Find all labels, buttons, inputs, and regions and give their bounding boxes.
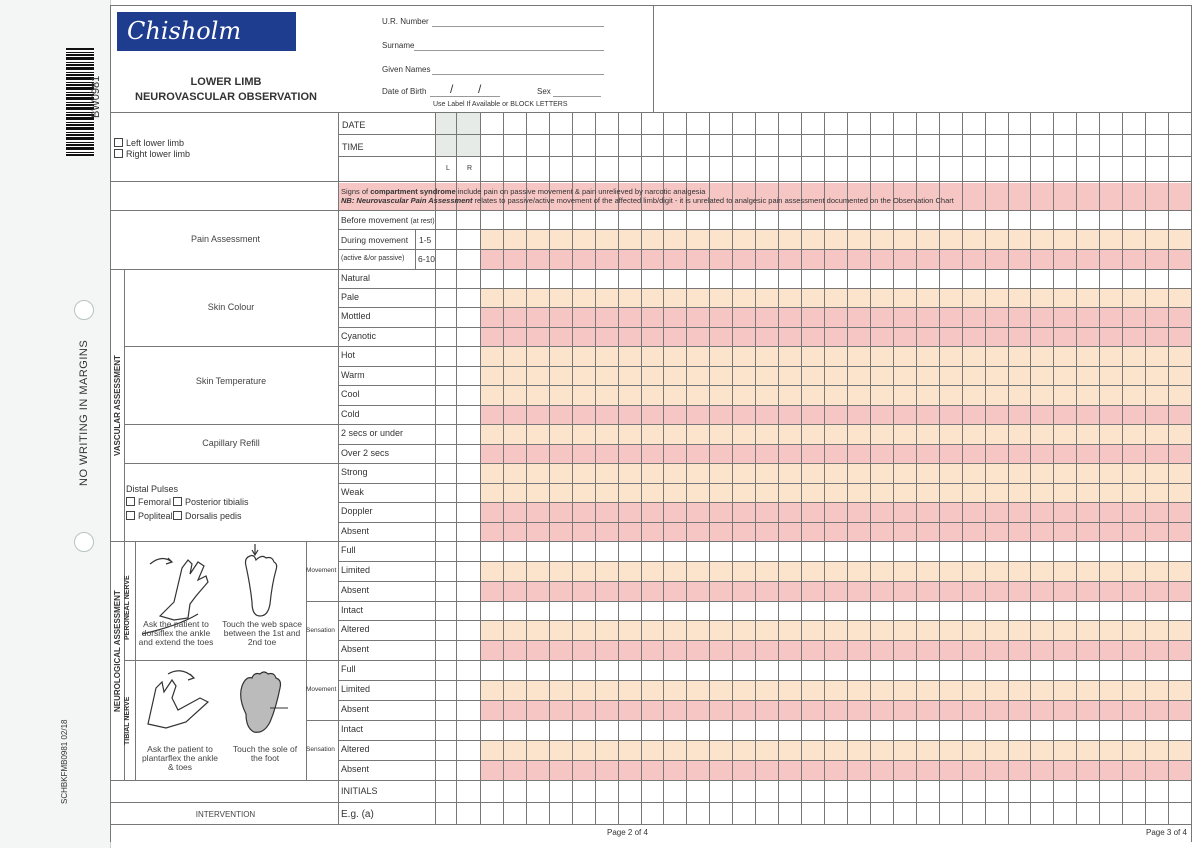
- peroneal-nerve-heading: PERONEAL NERVE: [124, 575, 131, 640]
- option-row-line: [338, 660, 1191, 661]
- left-limb-checkbox[interactable]: [114, 138, 123, 147]
- grid-col: [801, 112, 802, 824]
- left-border: [110, 5, 111, 842]
- intervention-label: INTERVENTION: [195, 810, 256, 819]
- grid-col: [1191, 112, 1192, 824]
- top-border: [110, 5, 1191, 6]
- header-divider: [110, 112, 338, 113]
- pain-range-divider: [415, 229, 416, 269]
- option-row-line: [338, 288, 1191, 289]
- option-row-line: [338, 385, 1191, 386]
- row-band: [480, 740, 1191, 760]
- subsection-divider: [306, 720, 338, 721]
- sex-field[interactable]: [553, 96, 601, 97]
- capillary-refill-heading: Capillary Refill: [202, 438, 260, 448]
- popliteal-checkbox[interactable]: [126, 511, 135, 520]
- grid-col: [1030, 112, 1031, 824]
- page-number-left: Page 2 of 4: [607, 828, 648, 837]
- initials-row-label: INITIALS: [341, 786, 378, 796]
- subsection-divider: [306, 601, 338, 602]
- row-band: [480, 561, 1191, 581]
- peroneal-movement-label: Movement: [306, 567, 337, 574]
- row-band: [480, 229, 1191, 249]
- option-row-line: [338, 601, 1191, 602]
- row-band: [480, 327, 1191, 346]
- row-band: [480, 385, 1191, 405]
- row-band: [480, 483, 1191, 502]
- option-row-line: [338, 229, 1191, 230]
- ur-number-field[interactable]: [432, 26, 604, 27]
- dob-separator-2: /: [478, 82, 482, 96]
- option-label: Over 2 secs: [341, 448, 390, 458]
- option-row-line: [338, 700, 1191, 701]
- sex-label: Sex: [537, 87, 551, 96]
- grid-col: [985, 112, 986, 824]
- row-band: [480, 366, 1191, 385]
- pulse-site-posterior-tibialis[interactable]: Posterior tibialis: [173, 497, 249, 507]
- option-row-line: [338, 760, 1191, 761]
- grid-col: [778, 112, 779, 824]
- option-row-line: [338, 346, 1191, 347]
- grid-col: [480, 112, 481, 824]
- option-row-line: [338, 541, 1191, 542]
- option-label: Mottled: [341, 311, 371, 321]
- tibial-sensation-caption: Touch the sole of the foot: [232, 744, 298, 763]
- option-label: Full: [341, 664, 356, 674]
- option-label: Warm: [341, 370, 365, 380]
- punch-hole: [74, 532, 94, 552]
- option-label: Limited: [341, 684, 371, 694]
- grid-col: [916, 112, 917, 824]
- option-label: Absent: [341, 585, 370, 595]
- option-label: Natural: [341, 273, 371, 283]
- grid-col: [572, 112, 573, 824]
- mode-divider: [306, 541, 307, 780]
- grid-col: [1122, 112, 1123, 824]
- grid-col: [526, 112, 527, 824]
- option-label: Altered: [341, 744, 370, 754]
- pain-active-passive: (active &/or passive): [341, 255, 405, 262]
- row-band: [480, 680, 1191, 700]
- grid-col: [962, 112, 963, 824]
- option-label: Intact: [341, 724, 364, 734]
- intervention-example: E.g. (a): [341, 809, 374, 820]
- chisholm-logo: Chisholm: [117, 12, 296, 51]
- option-row-line: [338, 502, 1191, 503]
- pulse-site-femoral[interactable]: Femoral: [126, 497, 171, 507]
- nerve-indent: [135, 541, 136, 780]
- peroneal-sensation-label: Sensation: [306, 627, 335, 634]
- pain-top: [110, 210, 1191, 211]
- peroneal-sensation-caption: Touch the web space between the 1st and 2nd toe: [222, 619, 302, 647]
- distal-pulses-heading: Distal Pulses: [126, 484, 179, 494]
- warning-top: [110, 181, 1191, 182]
- option-row-line: [338, 463, 1191, 464]
- peroneal-movement-caption: Ask the patient to dorsiflex the ankle and extend the toes: [138, 619, 214, 647]
- option-label: Strong: [341, 467, 368, 477]
- pulse-site-dorsalis-pedis[interactable]: Dorsalis pedis: [173, 511, 242, 521]
- option-label: Hot: [341, 350, 356, 360]
- neurological-assessment-heading: NEUROLOGICAL ASSESSMENT: [113, 590, 122, 712]
- row-band: [480, 444, 1191, 463]
- pain-assessment-heading: Pain Assessment: [190, 234, 261, 244]
- page-number-right: Page 3 of 4: [1146, 828, 1187, 837]
- initials-top: [110, 780, 1191, 781]
- femoral-checkbox[interactable]: [126, 497, 135, 506]
- grid-col: [1145, 112, 1146, 824]
- option-label: Cool: [341, 389, 360, 399]
- option-row-line: [338, 269, 1191, 270]
- label-column-divider: [338, 112, 339, 824]
- form-title-line1: LOWER LIMB: [190, 76, 262, 88]
- peroneal-illustrations: [138, 544, 300, 666]
- web-space-foot-drawing: [246, 544, 277, 616]
- time-row-top: [338, 134, 1191, 135]
- option-row-line: [338, 307, 1191, 308]
- row-band: [480, 346, 1191, 366]
- given-names-label: Given Names: [382, 65, 431, 74]
- punch-hole: [74, 300, 94, 320]
- row-band: [480, 463, 1191, 483]
- row-band: [480, 760, 1191, 780]
- dorsalis-pedis-checkbox[interactable]: [173, 511, 182, 520]
- bottom-border: [110, 824, 1191, 825]
- option-label: Absent: [341, 526, 370, 536]
- row-band: [480, 620, 1191, 640]
- option-row-line: [338, 680, 1191, 681]
- option-row-line: [338, 424, 1191, 425]
- row-band: [480, 424, 1191, 444]
- tibial-movement-caption: Ask the patient to plantarflex the ankle & toes: [141, 744, 219, 772]
- form-title-line2: NEUROVASCULAR OBSERVATION: [135, 91, 317, 103]
- row-band: [480, 640, 1191, 660]
- row-band: [480, 522, 1191, 541]
- option-label: Weak: [341, 487, 364, 497]
- grid-col: [663, 112, 664, 824]
- grid-col: [755, 112, 756, 824]
- option-label: 2 secs or under: [341, 428, 404, 438]
- grid-col: [1008, 112, 1009, 824]
- option-label: Doppler: [341, 506, 373, 516]
- row-band: [480, 249, 1191, 269]
- dob-separator-1: /: [450, 82, 454, 96]
- row-band: [480, 700, 1191, 720]
- section-divider: [124, 463, 338, 464]
- grid-col: [503, 112, 504, 824]
- plantarflex-foot-drawing: [148, 671, 208, 728]
- lr-row-top: [338, 156, 1191, 157]
- right-limb-checkbox[interactable]: [114, 149, 123, 158]
- grid-col: [870, 112, 871, 824]
- grid-col: [893, 112, 894, 824]
- date-row-top: [338, 112, 1191, 113]
- right-column-label: R: [467, 165, 473, 172]
- surname-field[interactable]: [414, 50, 604, 51]
- grid-col: [847, 112, 848, 824]
- option-row-line: [338, 405, 1191, 406]
- grid-col: [824, 112, 825, 824]
- grid-col: [1099, 112, 1100, 824]
- option-row-line: [338, 522, 1191, 523]
- date-row-label: DATE: [342, 120, 366, 130]
- posterior-tibialis-checkbox[interactable]: [173, 497, 182, 506]
- option-row-line: [338, 249, 1191, 250]
- section-divider: [124, 346, 338, 347]
- tibial-sensation-label: Sensation: [306, 746, 335, 753]
- grid-col: [709, 112, 710, 824]
- grid-col: [595, 112, 596, 824]
- option-row-line: [338, 327, 1191, 328]
- dob-field[interactable]: [430, 96, 500, 97]
- option-row-line: [338, 561, 1191, 562]
- grid-col: [1053, 112, 1054, 824]
- option-label: Pale: [341, 292, 360, 302]
- row-band: [480, 405, 1191, 424]
- grid-col: [939, 112, 940, 824]
- grid-col: [686, 112, 687, 824]
- option-row-line: [338, 620, 1191, 621]
- grid-col: [549, 112, 550, 824]
- row-band: [480, 307, 1191, 327]
- pain-during-movement: During movement: [341, 235, 409, 245]
- row-band: [480, 502, 1191, 522]
- option-row-line: [338, 581, 1191, 582]
- grid-lr-divider: [456, 112, 457, 824]
- header-box-divider: [653, 5, 654, 112]
- option-row-line: [338, 483, 1191, 484]
- row-band: [480, 288, 1191, 307]
- grid-col: [1076, 112, 1077, 824]
- surname-label: Surname: [382, 41, 415, 50]
- form-code: SCHBKFMB0981 02/18: [60, 719, 69, 804]
- section-divider: [110, 269, 338, 270]
- option-label: Altered: [341, 624, 370, 634]
- row-band: [480, 581, 1191, 601]
- grid-col: [732, 112, 733, 824]
- sole-foot-drawing: [241, 672, 288, 732]
- section-divider: [124, 424, 338, 425]
- grid-col: [618, 112, 619, 824]
- option-label: Absent: [341, 704, 370, 714]
- given-names-field[interactable]: [432, 74, 604, 75]
- time-row-label: TIME: [342, 142, 364, 152]
- option-row-line: [338, 740, 1191, 741]
- grid-col: [1168, 112, 1169, 824]
- option-row-line: [338, 640, 1191, 641]
- intervention-top: [110, 802, 1191, 803]
- label-hint: Use Label If Available or BLOCK LETTERS: [433, 101, 568, 108]
- grid-col-start: [435, 112, 436, 824]
- tibial-nerve-heading: TIBIAL NERVE: [124, 696, 131, 745]
- tibial-movement-label: Movement: [306, 686, 337, 693]
- tibial-illustrations: [138, 668, 300, 744]
- section-divider: [110, 541, 338, 542]
- pain-before-movement: Before movement (at rest): [341, 215, 435, 225]
- barcode-code: BW0981: [90, 75, 102, 118]
- skin-colour-heading: Skin Colour: [207, 302, 255, 312]
- binding-margin: [0, 0, 111, 848]
- option-row-line: [338, 444, 1191, 445]
- dob-label: Date of Birth: [382, 87, 427, 96]
- option-label: Absent: [341, 644, 370, 654]
- compartment-warning: Signs of compartment syndrome include pain on passive movement & pain unrelieved by narcotic analgesia NB: Neurovascular Pain Assessment relates to passive/active movement of the affected limb/digit - it is unrelated to analgesic pain assessment documented on the Observation Chart: [341, 187, 954, 205]
- skin-temperature-heading: Skin Temperature: [195, 376, 267, 386]
- left-limb-option[interactable]: Left lower limb: [114, 138, 184, 148]
- vascular-assessment-heading: VASCULAR ASSESSMENT: [113, 355, 122, 456]
- grid-col: [641, 112, 642, 824]
- option-label: Full: [341, 545, 356, 555]
- pain-range-high: 6-10: [418, 254, 436, 264]
- ur-number-label: U.R. Number: [382, 17, 429, 26]
- option-label: Cold: [341, 409, 360, 419]
- option-row-line: [338, 720, 1191, 721]
- margin-instruction: NO WRITING IN MARGINS: [78, 339, 90, 486]
- option-label: Absent: [341, 764, 370, 774]
- pain-range-low: 1-5: [419, 235, 432, 245]
- option-label: Cyanotic: [341, 331, 377, 341]
- left-column-label: L: [446, 165, 450, 172]
- pulse-site-popliteal[interactable]: Popliteal: [126, 511, 173, 521]
- option-row-line: [338, 366, 1191, 367]
- option-label: Intact: [341, 605, 364, 615]
- option-label: Limited: [341, 565, 371, 575]
- right-limb-option[interactable]: Right lower limb: [114, 149, 190, 159]
